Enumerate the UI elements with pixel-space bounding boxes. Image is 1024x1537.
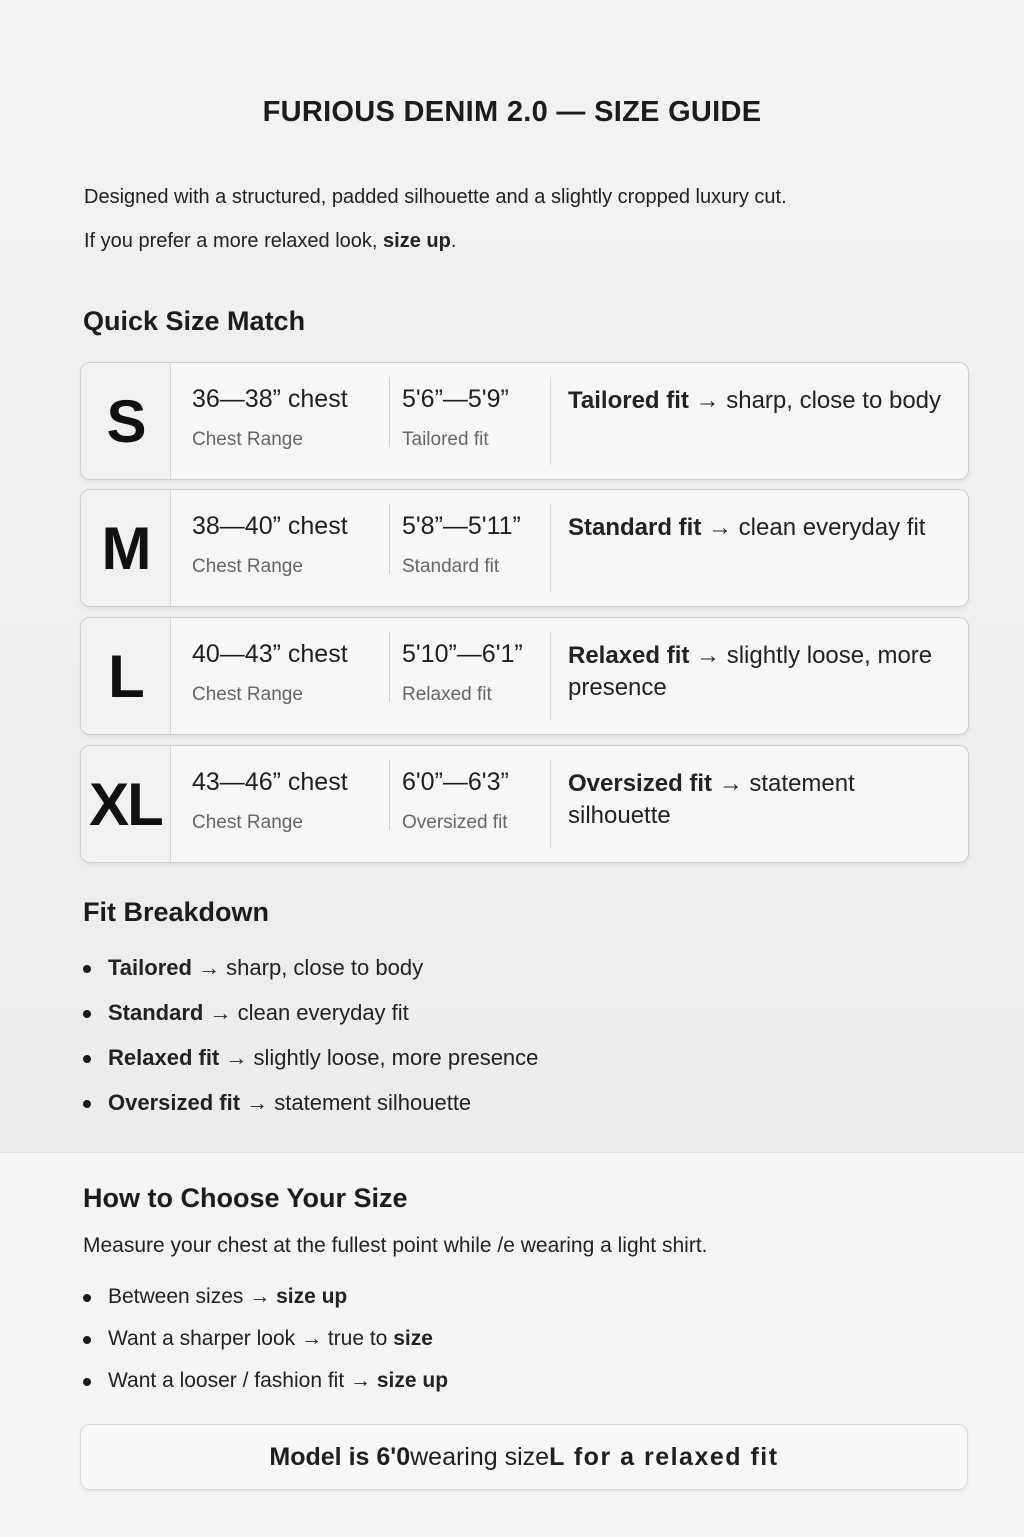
fit-description: Tailored fit → sharp, close to body	[568, 387, 942, 414]
list-item: Want a sharper look → true to size	[83, 1327, 448, 1369]
list-item: Tailored → sharp, close to body	[83, 955, 538, 1000]
chest-range-value: 43—46” chest	[192, 768, 348, 796]
height-range-value: 5'6”—5'9”	[402, 385, 509, 413]
size-letter: L	[81, 618, 171, 734]
divider	[550, 377, 551, 465]
divider	[550, 632, 551, 720]
fit-label: Standard fit	[402, 556, 500, 577]
size-card-m	[80, 489, 969, 607]
choose-tips-list	[83, 1285, 448, 1411]
fit-breakdown-list	[83, 955, 538, 1135]
chest-range-label: Chest Range	[192, 556, 303, 577]
size-card-l	[80, 617, 969, 735]
list-item: Standard → clean everyday fit	[83, 1000, 538, 1045]
fit-breakdown-heading: Fit Breakdown	[83, 897, 270, 927]
chest-range-value: 40—43” chest	[192, 640, 348, 668]
model-note: Model is 6'0 wearing size L for a relaxed fit	[80, 1424, 968, 1490]
divider	[389, 377, 390, 447]
fit-description: Standard fit → clean everyday fit	[568, 514, 926, 541]
list-item: Between sizes → size up	[83, 1285, 448, 1327]
intro-line-2: If you prefer a more relaxed look, size up.	[84, 230, 457, 252]
height-range-value: 6'0”—6'3”	[402, 768, 509, 796]
divider	[389, 760, 390, 830]
list-item: Oversized fit → statement silhouette	[83, 1090, 538, 1135]
height-range-value: 5'8”—5'11”	[402, 512, 521, 540]
size-letter: XL	[81, 746, 171, 862]
fit-description: Relaxed fit → slightly loose, more presence	[568, 642, 933, 701]
fit-label: Oversized fit	[402, 812, 508, 833]
measure-instruction: Measure your chest at the fullest point while /e wearing a light shirt.	[83, 1234, 708, 1257]
chest-range-value: 38—40” chest	[192, 512, 348, 540]
height-range-value: 5'10”—6'1”	[402, 640, 523, 668]
quick-size-match-heading: Quick Size Match	[83, 306, 306, 336]
size-letter: S	[81, 363, 171, 479]
chest-range-label: Chest Range	[192, 812, 303, 833]
how-to-choose-heading: How to Choose Your Size	[83, 1183, 408, 1213]
size-up-emphasis: size up	[383, 230, 451, 252]
intro-line-1: Designed with a structured, padded silhouette and a slightly cropped luxury cut.	[84, 186, 787, 208]
page-title: FURIOUS DENIM 2.0 — SIZE GUIDE	[262, 96, 762, 128]
size-card-xl	[80, 745, 969, 863]
divider	[389, 504, 390, 574]
list-item: Relaxed fit → slightly loose, more presence	[83, 1045, 538, 1090]
fit-description: Oversized fit → statement silhouette	[568, 770, 855, 829]
chest-range-label: Chest Range	[192, 429, 303, 450]
size-card-s	[80, 362, 969, 480]
chest-range-value: 36—38” chest	[192, 385, 348, 413]
fit-label: Relaxed fit	[402, 684, 492, 705]
divider	[550, 504, 551, 592]
chest-range-label: Chest Range	[192, 684, 303, 705]
divider	[550, 760, 551, 848]
fit-label: Tailored fit	[402, 429, 489, 450]
list-item: Want a looser / fashion fit → size up	[83, 1369, 448, 1411]
divider	[389, 632, 390, 702]
size-letter: M	[81, 490, 171, 606]
